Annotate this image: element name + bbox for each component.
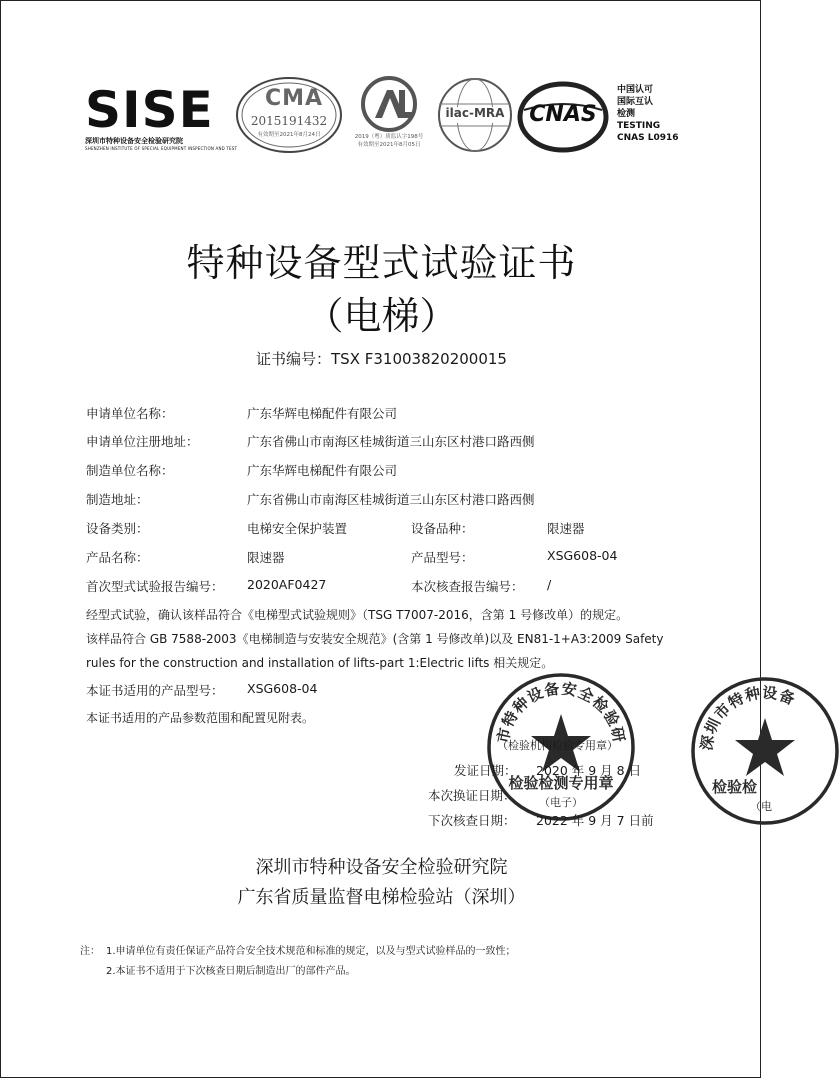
applicant-value: 广东华辉电梯配件有限公司 xyxy=(247,406,398,421)
notes-prefix: 注： xyxy=(80,946,100,957)
applicant-label: 申请单位名称： xyxy=(86,406,174,421)
current-report-value: / xyxy=(547,577,552,592)
logo-row xyxy=(85,76,685,156)
cnas-line-2: 国际互认 xyxy=(617,97,654,107)
first-report-label: 首次型式试验报告编号： xyxy=(86,579,224,594)
statement-line-1: 经型式试验，确认该样品符合《电梯型式试验规则》（TSG T7007-2016，含第 1 号修改单）的规定。 xyxy=(86,608,629,622)
note-line-1: 1.申请单位有责任保证产品符合安全技术规范和标准的规定，以及与型式试验样品的一致性； xyxy=(106,946,516,957)
left-seal-center: 检验检测专用章 xyxy=(508,774,614,792)
applicant-address-label: 申请单位注册地址： xyxy=(86,434,199,449)
product-model-label: 产品型号： xyxy=(411,550,474,565)
right-seal-center: 检验检 xyxy=(712,778,758,796)
left-seal-ring-text: 市特种设备安全检验研 xyxy=(493,679,629,745)
sise-wordmark: SISE xyxy=(85,81,214,139)
organization-line-1: 深圳市特种设备安全检验研究院 xyxy=(255,857,508,878)
next-check-date-label: 下次核查日期： xyxy=(428,813,516,828)
equipment-category-label: 设备类别： xyxy=(86,521,149,536)
statement-line-2: 该样品符合 GB 7588-2003《电梯制造与安装安全规范》(含第 1 号修改单)以及 EN81-1+A3:2009 Safety xyxy=(86,632,664,646)
product-name-value: 限速器 xyxy=(247,550,285,565)
product-name-label: 产品名称： xyxy=(86,550,149,565)
certificate-number: 证书编号：TSX F31003820200015 xyxy=(256,350,507,368)
cnas-line-1: 中国认可 xyxy=(617,85,654,95)
cnas-text-block xyxy=(617,84,685,144)
second-seal xyxy=(690,676,799,826)
params-note: 本证书适用的产品参数范围和配置见附表。 xyxy=(86,711,315,725)
statement-line-3: rules for the construction and installation of lifts-part 1:Electric lifts 相关规定。 xyxy=(86,656,554,670)
organization-line-2: 广东省质量监督电梯检验站（深圳） xyxy=(237,887,526,908)
cal-valid: 有效期至2021年8月05日 xyxy=(357,142,421,148)
cma-number: 2015191432 xyxy=(250,114,328,128)
right-seal-sub: （电 xyxy=(750,800,772,813)
certificate-subtitle: （电梯） xyxy=(305,294,458,338)
cnas-logo xyxy=(518,80,608,154)
next-check-date-value: 2022 年 9 月 7 日前 xyxy=(536,813,654,828)
issue-date-value: 2020 年 9 月 8 日 xyxy=(536,763,642,778)
equipment-category-value: 电梯安全保护装置 xyxy=(247,521,348,536)
issue-date-label: 发证日期： xyxy=(454,763,517,778)
renewal-date-label: 本次换证日期： xyxy=(428,788,516,803)
cal-wordmark xyxy=(349,76,351,77)
applicable-models-label: 本证书适用的产品型号： xyxy=(86,683,224,698)
seal-caption: （检验机构检验专用章） xyxy=(497,739,618,752)
certificate-title: 特种设备型式试验证书 xyxy=(186,241,577,285)
sise-name-cn: 深圳市特种设备安全检验研究院 xyxy=(85,137,183,145)
manufacturer-label: 制造单位名称： xyxy=(86,463,174,478)
cal-emblem-icon xyxy=(349,76,429,132)
first-report-value: 2020AF0427 xyxy=(247,577,327,592)
cma-wordmark: CMA xyxy=(265,86,324,111)
manufacturer-value: 广东华辉电梯配件有限公司 xyxy=(247,463,398,478)
product-model-value: XSG608-04 xyxy=(547,548,618,563)
current-report-label: 本次核查报告编号： xyxy=(411,579,524,594)
equipment-variety-value: 限速器 xyxy=(547,521,585,536)
equipment-variety-label: 设备品种： xyxy=(411,521,474,536)
sise-name-en: SHENZHEN INSTITUTE OF SPECIAL EQUIPMENT INSPECTION AND TEST xyxy=(85,146,238,151)
cma-valid: 有效期至2021年8月24日 xyxy=(257,132,321,138)
cal-number: 2019（粤）质监认字198号 xyxy=(354,134,424,140)
ilac-mra-logo xyxy=(437,76,513,154)
ilac-wordmark: ilac-MRA xyxy=(445,106,505,120)
applicable-models-value: XSG608-04 xyxy=(247,681,318,696)
manufacturer-address-label: 制造地址： xyxy=(86,492,149,507)
right-seal-ring-text: 深圳市特种设备 xyxy=(697,683,799,752)
cnas-line-3: 检测 xyxy=(617,109,636,119)
manufacturer-address-value: 广东省佛山市南海区桂城街道三山东区村港口路西侧 xyxy=(247,492,535,507)
cnas-wordmark: CNAS xyxy=(529,102,597,127)
cnas-line-5: CNAS L0916 xyxy=(617,133,679,143)
left-seal-sub: （电子） xyxy=(539,796,583,809)
applicant-address-value: 广东省佛山市南海区桂城街道三山东区村港口路西侧 xyxy=(247,434,535,449)
cma-logo xyxy=(235,76,343,154)
cnas-line-4: TESTING xyxy=(617,121,661,131)
note-line-2: 2.本证书不适用于下次核查日期后制造出厂的部件产品。 xyxy=(106,966,356,977)
sise-logo xyxy=(85,81,238,151)
cal-logo xyxy=(349,76,429,156)
